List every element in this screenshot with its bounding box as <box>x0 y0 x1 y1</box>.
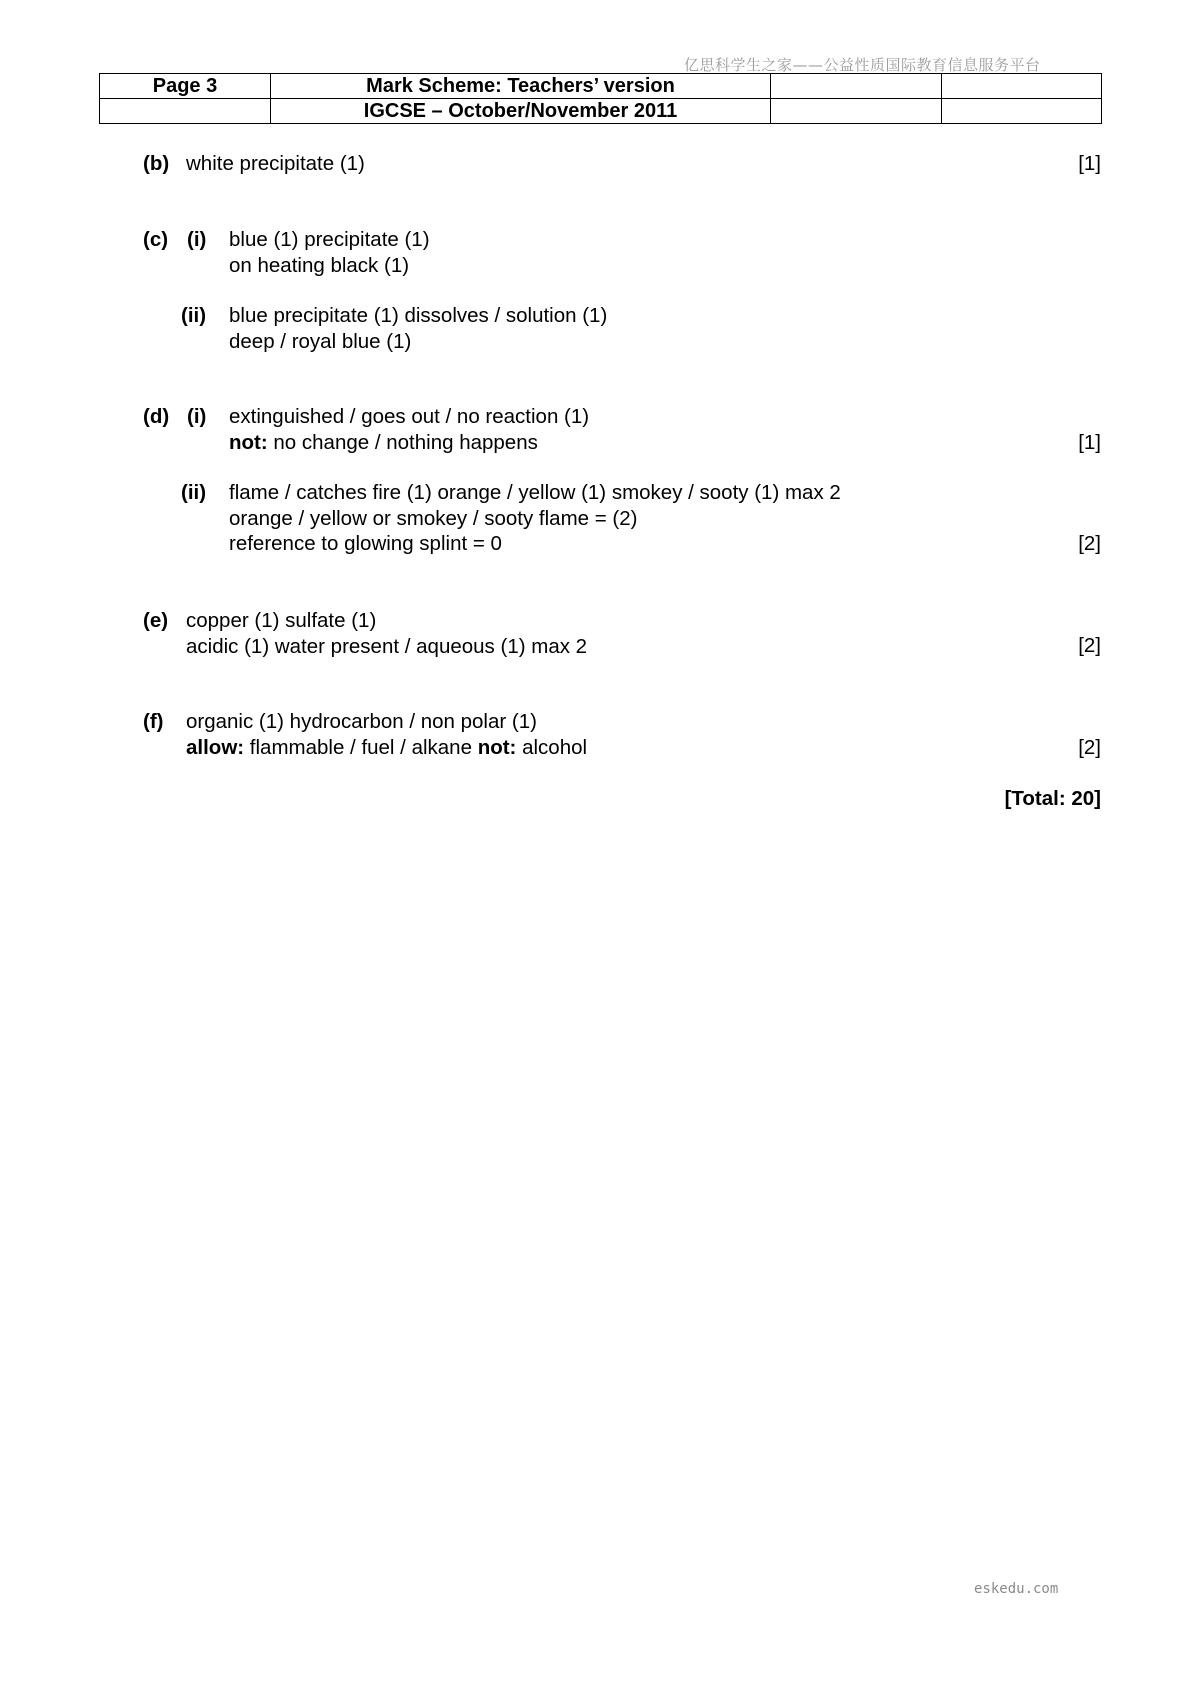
answer-text-line <box>229 430 538 456</box>
not-label: not: <box>477 735 517 759</box>
not-text: alcohol <box>516 735 588 759</box>
answer-text: acidic (1) water present / aqueous (1) max 2 <box>186 634 588 658</box>
question-label: (c) <box>143 228 169 251</box>
answer-text: flame / catches fire (1) orange / yellow (1) smokey / sooty (1) max 2 <box>229 481 841 504</box>
answer-text: deep / royal blue (1) <box>229 329 412 353</box>
document-title: Mark Scheme: Teachers’ version <box>271 74 771 99</box>
answer-text: copper (1) sulfate (1) <box>186 609 377 632</box>
question-label: (e) <box>143 609 169 632</box>
footer-text: eskedu.com <box>974 1581 1059 1597</box>
answer-text: reference to glowing splint = 0 <box>229 532 502 555</box>
allow-text: flammable / fuel / alkane <box>244 735 478 759</box>
not-label: not: <box>229 430 268 454</box>
mark-allocation: [2] <box>1078 736 1101 759</box>
question-label: (f) <box>143 710 164 733</box>
subquestion-label: (ii) <box>181 481 207 504</box>
subquestion-label: (i) <box>187 405 207 428</box>
answer-text: on heating black (1) <box>229 253 410 277</box>
header-empty-cell <box>771 74 942 99</box>
page-number: Page 3 <box>100 74 271 99</box>
subquestion-label: (ii) <box>181 304 207 327</box>
header-empty-cell <box>771 99 942 124</box>
question-label: (b) <box>143 152 170 175</box>
mark-allocation: [1] <box>1078 431 1101 454</box>
total-marks: [Total: 20] <box>1004 787 1101 810</box>
header-empty-cell <box>942 99 1102 124</box>
answer-text: white precipitate (1) <box>186 152 365 175</box>
mark-allocation: [1] <box>1078 152 1101 175</box>
answer-text: blue precipitate (1) dissolves / solution (1) <box>229 304 608 327</box>
question-label: (d) <box>143 405 170 428</box>
mark-allocation: [2] <box>1078 532 1101 555</box>
watermark-text: 亿思科学生之家——公益性质国际教育信息服务平台 <box>684 56 1041 74</box>
subquestion-label: (i) <box>187 228 207 251</box>
header-empty-cell <box>100 99 271 124</box>
header-empty-cell <box>942 74 1102 99</box>
allow-label: allow: <box>186 735 245 759</box>
answer-text: extinguished / goes out / no reaction (1) <box>229 405 590 428</box>
not-text: no change / nothing happens <box>267 430 538 454</box>
answer-text: orange / yellow or smokey / sooty flame = (2) <box>229 506 638 530</box>
document-subtitle: IGCSE – October/November 2011 <box>271 99 771 124</box>
mark-allocation: [2] <box>1078 634 1101 657</box>
answer-text: organic (1) hydrocarbon / non polar (1) <box>186 710 537 733</box>
answer-text-line <box>186 735 587 761</box>
answer-text: blue (1) precipitate (1) <box>229 228 430 251</box>
header-table <box>99 73 1102 124</box>
